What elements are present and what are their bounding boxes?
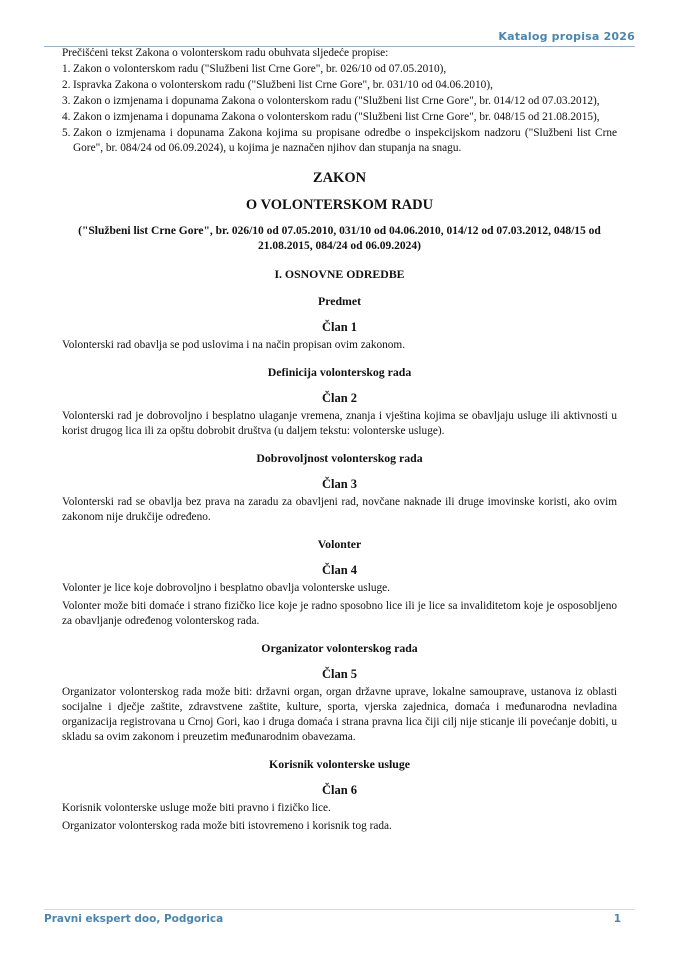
amendments-list bbox=[62, 62, 617, 156]
list-number: 2. bbox=[62, 79, 71, 91]
intro-text: Prečišćeni tekst Zakona o volonterskom radu obuhvata sljedeće propise: bbox=[62, 47, 389, 59]
catalog-title: Katalog propisa 2026 bbox=[498, 30, 635, 43]
article-paragraph: Organizator volonterskog rada može biti: državni organ, organ državne uprave, lokalne samouprave, ustanova iz oblasti socijalne i dječje zaštite, zdravstvene zaštite, kulture, sporta, vjerska zajednica, domaća i međunarodna nevladina organizacija registrovana u Crnoj Gori, kao i druga domaća i strana pravna lica čiji cilj nije sticanje ili povećanje dobiti, u skladu sa ovim zakonom i preuzetim međunarodnim obavezama. bbox=[62, 686, 617, 743]
list-number: 4. bbox=[62, 111, 71, 123]
list-item bbox=[62, 78, 617, 93]
article-heading: Organizator volonterskog rada bbox=[261, 641, 418, 655]
list-item bbox=[62, 94, 617, 109]
list-text: Zakon o izmjenama i dopunama Zakona o volonterskom radu ("Službeni list Crne Gore", br. 048/15 od 21.08.2015), bbox=[73, 111, 600, 123]
list-item bbox=[62, 126, 617, 156]
list-number: 5. bbox=[62, 127, 71, 139]
article-heading: Volonter bbox=[317, 537, 362, 551]
page-header bbox=[44, 30, 635, 47]
article-number: Član 5 bbox=[321, 667, 358, 681]
law-subtitle: O VOLONTERSKOM RADU bbox=[245, 197, 434, 213]
list-text: Ispravka Zakona o volonterskom radu ("Službeni list Crne Gore", br. 031/10 od 04.06.2010), bbox=[73, 79, 493, 91]
article-number: Član 4 bbox=[321, 563, 358, 577]
article-heading: Dobrovoljnost volonterskog rada bbox=[256, 451, 423, 465]
list-text: Zakon o izmjenama i dopunama Zakona kojima su propisane odredbe o inspekcijskom nadzoru ("Službeni list Crne Gore", br. 084/24 od 06.09.2024), u kojima je naznačen njihov dan stupanja na snagu. bbox=[73, 127, 617, 154]
article-paragraph: Volonter je lice koje dobrovoljno i besplatno obavlja volonterske usluge. bbox=[62, 582, 390, 594]
article-paragraph: Volonter može biti domaće i strano fizičko lice koje je radno sposobno lice ili je lice sa invaliditetom koje je osposobljeno za obavljanje određenog volonterskog rada. bbox=[62, 600, 617, 627]
footer-divider bbox=[44, 909, 635, 910]
article-number: Član 2 bbox=[321, 391, 358, 405]
article-number: Član 3 bbox=[321, 477, 358, 491]
article-heading: Korisnik volonterske usluge bbox=[269, 757, 410, 771]
list-item bbox=[62, 62, 617, 77]
document-body bbox=[62, 46, 617, 837]
list-number: 3. bbox=[62, 95, 71, 107]
publisher-name: Pravni ekspert doo, Podgorica bbox=[44, 913, 224, 925]
law-title: ZAKON bbox=[312, 170, 367, 186]
list-item bbox=[62, 110, 617, 125]
article-paragraph: Organizator volonterskog rada može biti istovremeno i korisnik tog rada. bbox=[62, 820, 392, 832]
page-number: 1 bbox=[613, 913, 621, 925]
article-paragraph: Volonterski rad obavlja se pod uslovima i na način propisan ovim zakonom. bbox=[62, 339, 406, 351]
list-text: Zakon o izmjenama i dopunama Zakona o volonterskom radu ("Službeni list Crne Gore", br. 014/12 od 07.03.2012), bbox=[73, 95, 600, 107]
article-heading: Predmet bbox=[317, 294, 362, 308]
gazette-reference: ("Službeni list Crne Gore", br. 026/10 od 07.05.2010, 031/10 od 04.06.2010, 014/12 od 07.03.2012, 048/15 od 21.08.2015, 084/24 od 06.09.2024) bbox=[78, 225, 601, 252]
list-number: 1. bbox=[62, 63, 71, 75]
article-paragraph: Korisnik volonterske usluge može biti pravno i fizičko lice. bbox=[62, 802, 331, 814]
page-footer bbox=[44, 913, 635, 925]
article-number: Član 6 bbox=[321, 783, 358, 797]
article-heading: Definicija volonterskog rada bbox=[267, 365, 412, 379]
article-number: Član 1 bbox=[321, 320, 358, 334]
article-paragraph: Volonterski rad je dobrovoljno i besplatno ulaganje vremena, znanja i vještina kojima se obavljaju usluge ili aktivnosti u korist drugog lica ili za opštu dobrobit društva (u daljem tekstu: volonterske usluge). bbox=[62, 410, 617, 437]
article-paragraph: Volonterski rad se obavlja bez prava na zaradu za obavljeni rad, novčane naknade ili druge imovinske koristi, ako ovim zakonom nije drukčije određeno. bbox=[62, 496, 617, 523]
list-text: Zakon o volonterskom radu ("Službeni list Crne Gore", br. 026/10 od 07.05.2010), bbox=[73, 63, 447, 75]
part-heading: I. OSNOVNE ODREDBE bbox=[274, 267, 405, 281]
